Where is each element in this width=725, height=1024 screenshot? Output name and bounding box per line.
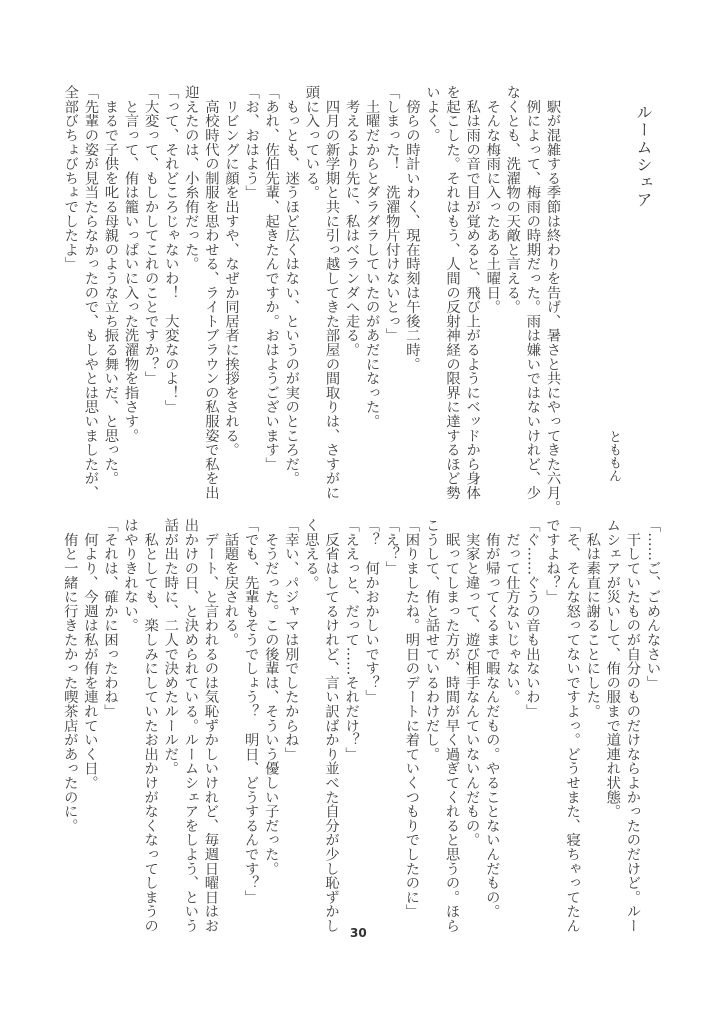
text-line: 「幸い、パジャマは別でしたからね」 xyxy=(283,518,300,762)
text-line: 「しまった！ 洗濯物片付けないとっ」 xyxy=(384,85,401,343)
text-line: 「ぐ……ぐうの音も出ないわ」 xyxy=(524,518,541,719)
text-line: 「でも、先輩もそうでしょう？ 明日、どうするんです？」 xyxy=(243,518,260,905)
text-line: 何より、今週は私が侑を連れていく日。 xyxy=(82,518,99,790)
text-line: く思える。 xyxy=(303,518,320,590)
text-line: こうして、侑と話せているわけだし。 xyxy=(423,518,440,762)
text-line: 私としても、楽しみにしていたお出かけがなくなってしまうの xyxy=(142,518,159,933)
text-line: 実家と違って、遊び相手なんていないんだもの。 xyxy=(464,518,481,847)
text-line: ムシェアが災いして、侑の服まで道連れ状態。 xyxy=(604,518,621,819)
text-line: まるで子供を叱る母親のような立ち振る舞いだ、と思った。 xyxy=(102,85,119,486)
text-line: 「ええっと、だって……それだけ？」 xyxy=(343,518,360,762)
text-line: 「そ、そんな怒ってないですよっ。どうせまた、寝ちゃってたん xyxy=(564,518,581,933)
text-line: 侑が帰ってくるまで暇なんだもの。やることないんだもの。 xyxy=(484,518,501,919)
text-line: 高校時代の制服を思わせる、ライトブラウンの私服姿で私を出 xyxy=(203,85,220,500)
text-line: 「大変って、もしかしてこれのことですか？」 xyxy=(143,85,160,386)
text-line: もっとも、迷うほど広くはない、というのが実のところだ。 xyxy=(283,85,300,486)
text-line: ですよね？」 xyxy=(544,518,561,604)
page-number: 30 xyxy=(350,926,367,940)
text-line: 迎えたのは、小糸侑だった。 xyxy=(183,85,200,271)
text-line: 話が出た時に、二人で決めたルールだ。 xyxy=(162,518,179,776)
text-line: 出かけの日、と決められている。ルームシェアをしよう、という xyxy=(182,518,199,933)
text-line: そんな梅雨に入ったある土曜日。 xyxy=(484,85,501,314)
upper-text-block xyxy=(61,85,563,514)
story-title: ルームシェア xyxy=(634,104,653,209)
text-line: 侑と一緒に行きたかった喫茶店があったのに。 xyxy=(62,518,79,833)
text-line: 「あれ、佐伯先輩、起きたんですか。おはようございます」 xyxy=(263,85,280,472)
text-line: そうだった。この後輩は、そういう優しい子だった。 xyxy=(263,518,280,876)
text-line: と言って、侑は籠いっぱいに入った洗濯物を指さす。 xyxy=(123,85,140,443)
text-line: 全部びちょびちょでしたよ」 xyxy=(62,85,79,271)
text-line: 「お、おはよう」 xyxy=(243,85,260,200)
text-line: 土曜だからとダラダラしていたのがあだになった。 xyxy=(364,85,381,429)
text-line: だって仕方ないじゃない。 xyxy=(504,518,521,704)
text-line: 例によって、梅雨の時期だった。雨は嫌いではないけれど、少 xyxy=(524,85,541,500)
text-line: 私は素直に謝ることにした。 xyxy=(584,518,601,719)
text-line: 私は雨の音で目が覚めると、飛び上がるようにベッドから身体 xyxy=(464,85,481,500)
text-line: 「って、それどころじゃないわ！ 大変なのよ！」 xyxy=(163,85,180,414)
text-line: 干していたものが自分のものだけならよかったのだけど。ルー xyxy=(624,518,641,933)
text-line: リビングに顔を出すや、なぜか同居者に挨拶をされる。 xyxy=(223,85,240,457)
text-line: 「先輩の姿が見当たらなかったので、もしやとは思いましたが、 xyxy=(82,85,99,500)
text-line: 駅が混雑する季節は終わりを告げ、暑さと共にやってきた六月。 xyxy=(545,85,561,514)
text-line: 傍らの時計いわく、現在時刻は午後二時。 xyxy=(404,85,421,371)
text-line: はやりきれない。 xyxy=(122,518,139,633)
text-line: デート、と言われるのは気恥ずかしいけれど、毎週日曜日はお xyxy=(202,518,219,933)
text-line: 「え？」 xyxy=(383,518,400,576)
text-line: いよく。 xyxy=(424,85,441,143)
text-line: 「……ご、ごめんなさい」 xyxy=(645,518,661,690)
text-line: 頭に入っている。 xyxy=(303,85,320,200)
text-line: を起こした。それはもう、人間の反射神経の限界に達するほど勢 xyxy=(444,85,461,500)
text-line: 眠ってしまった方が、時間が早く過ぎてくれると思うの。ほら xyxy=(444,518,461,933)
text-line: なくとも、洗濯物の天敵と言える。 xyxy=(504,85,521,314)
text-line: 「？ 何かおかしいです？」 xyxy=(363,518,380,704)
text-line: 話題を戻される。 xyxy=(223,518,240,647)
text-line: 考えるより先に、私はベランダへ走る。 xyxy=(344,85,361,357)
author-name: とももん xyxy=(606,430,621,482)
text-line: 反省はしてるけれど、言い訳ばかり並べた自分が少し恥ずかし xyxy=(323,518,340,933)
text-line: 「困りましたね。明日のデートに着ていくつもりでしたのに」 xyxy=(403,518,420,919)
text-line: 四月の新学期と共に引っ越してきた部屋の間取りは、さすがに xyxy=(323,85,340,500)
text-line: 「それは、確かに困ったわね」 xyxy=(102,518,119,719)
